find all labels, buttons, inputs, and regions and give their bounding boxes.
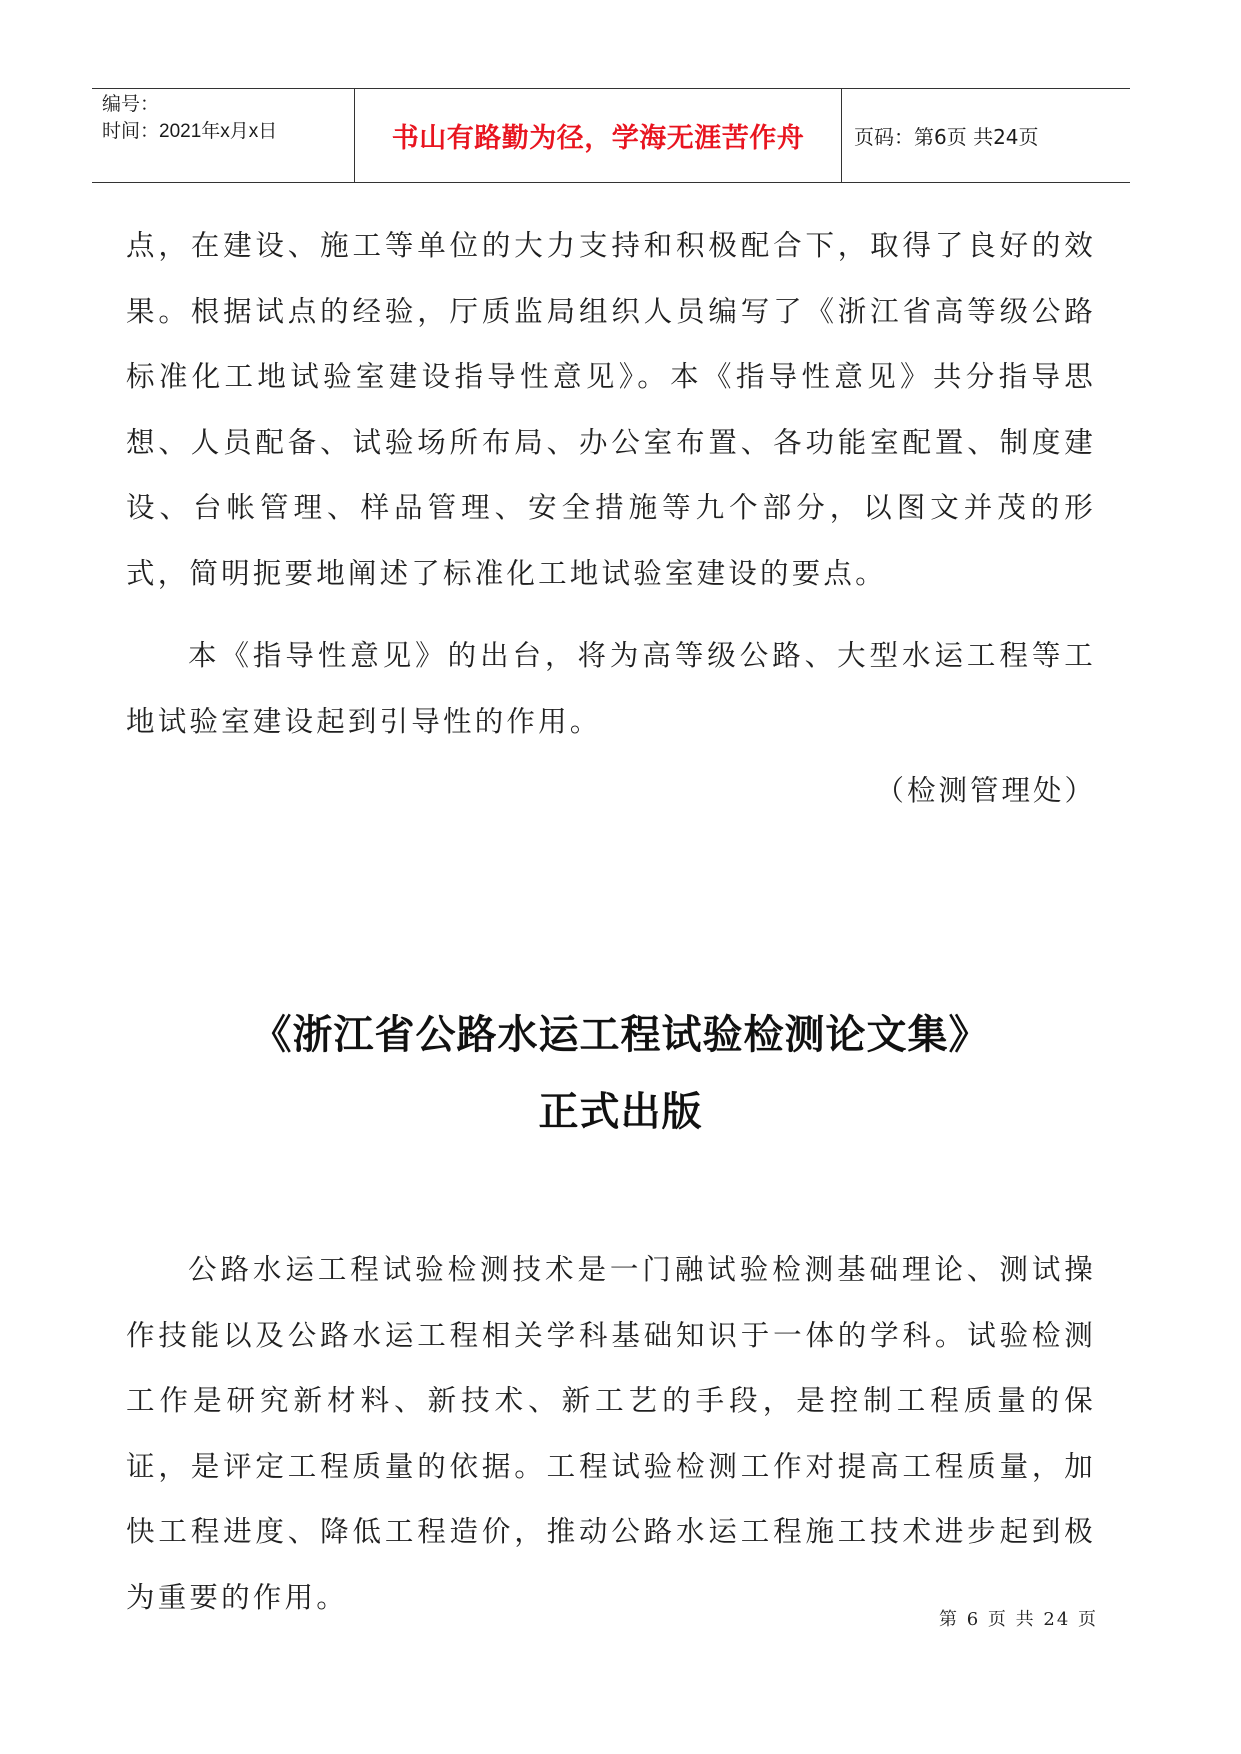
header-motto-cell [355,89,842,182]
signature: （检测管理处） [875,774,1096,807]
paragraph-1: 点，在建设、施工等单位的大力支持和积极配合下，取得了良好的效果。根据试点的经验，厅质监局组织人员编写了《浙江省高等级公路标准化工地试验室建设指导性意见》。本《指导性意见》共分指导思想、人员配备、试验场所布局、办公室布置、各功能室配置、制度建设、台帐管理、样品管理、安全措施等九个部分，以图文并茂的形式，简明扼要地阐述了标准化工地试验室建设的要点。 [126,229,1096,590]
document-time-label: 时间：2021年x月x日 [102,121,278,142]
paragraph-2: 本《指导性意见》的出台，将为高等级公路、大型水运工程等工地试验室建设起到引导性的作用。 [126,639,1096,738]
page-footer: 第 6 页 共 24 页 [939,1609,1098,1630]
article-subtitle: 正式出版 [538,1089,703,1135]
article-title: 《浙江省公路水运工程试验检测论文集》 [251,1012,990,1058]
header-meta [92,89,355,182]
header-motto: 书山有路勤为径，学海无涯苦作舟 [391,123,805,154]
header-page-cell [842,89,1130,182]
paragraph-3: 公路水运工程试验检测技术是一门融试验检测基础理论、测试操作技能以及公路水运工程相关学科基础知识于一体的学科。试验检测工作是研究新材料、新技术、新工艺的手段，是控制工程质量的保证，是评定工程质量的依据。工程试验检测工作对提高工程质量，加快工程进度、降低工程造价，推动公路水运工程施工技术进步起到极为重要的作用。 [126,1253,1096,1614]
document-number-label: 编号： [102,94,160,115]
page-header [92,88,1130,183]
header-page-label: 页码：第6页 共24页 [854,125,1039,149]
